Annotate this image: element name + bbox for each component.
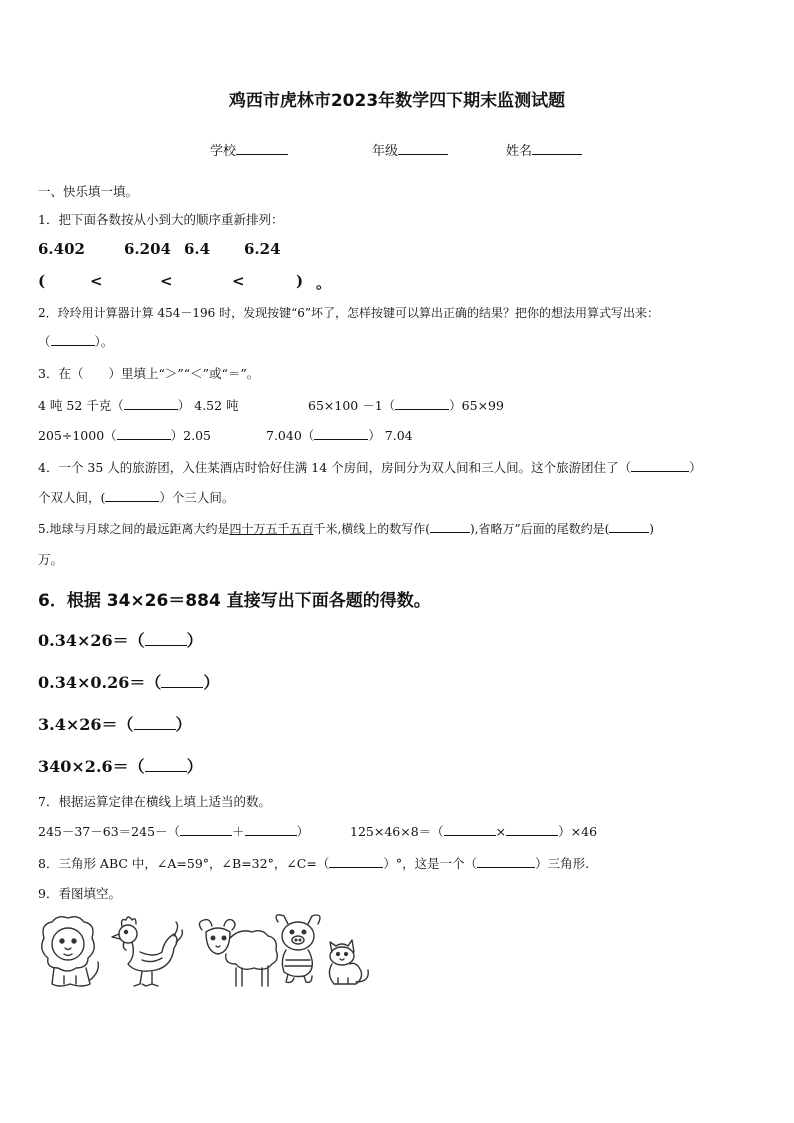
page-title: 鸡西市虎林市2023年数学四下期末监测试题 <box>228 91 566 111</box>
q6-close: ） <box>186 757 203 776</box>
q3a-blank[interactable] <box>124 397 178 410</box>
q4-blank-triple[interactable] <box>105 489 159 502</box>
q2-blank[interactable] <box>51 333 95 346</box>
q3a-left: 4 吨 52 千克（ <box>38 398 124 413</box>
q7b-times: × <box>495 824 507 839</box>
q1-less-than: < <box>232 272 245 290</box>
school-field <box>210 140 288 159</box>
name-field <box>506 140 582 159</box>
q7b-right: ）×46 <box>558 824 598 839</box>
q1-open-paren: ( <box>38 272 46 290</box>
lion-icon <box>42 917 99 986</box>
grade-field <box>372 140 448 159</box>
q3d-blank[interactable] <box>314 427 368 440</box>
q3d-right: ） 7.04 <box>368 428 413 443</box>
q5-blank-write[interactable] <box>430 520 470 533</box>
q2-open: （ <box>38 334 51 349</box>
animals-figure <box>36 912 376 992</box>
q6-close: ） <box>203 673 220 692</box>
q1-number: 6.204 <box>124 240 171 258</box>
pig-icon <box>276 915 320 983</box>
q7a-left: 245－37－63＝245－（ <box>38 824 181 839</box>
q6-item <box>38 712 192 735</box>
q3d-left: 7.040（ <box>266 428 315 443</box>
q7a-right: ） <box>296 824 310 839</box>
q2-text: 2．玲玲用计算器计算 454－196 时，发现按键“6”坏了，怎样按键可以算出正确的结果？把你的想法用算式写出来： <box>38 306 659 320</box>
q2-close: ）。 <box>94 334 114 349</box>
q6-blank[interactable] <box>134 717 176 730</box>
q6-close: ） <box>186 631 203 650</box>
q6-blank[interactable] <box>161 675 203 688</box>
q3c-blank[interactable] <box>117 427 171 440</box>
q3b-right: ）65×99 <box>449 398 504 413</box>
q7b-left: 125×46×8＝（ <box>350 824 444 839</box>
q7a-blank1[interactable] <box>180 823 232 836</box>
school-label: 学校 <box>210 144 237 159</box>
q1-period: 。 <box>316 274 332 292</box>
cat-icon <box>329 940 368 984</box>
q6-blank[interactable] <box>145 759 187 772</box>
q6-expression: 0.34×26＝（ <box>38 631 145 650</box>
q5-text-d: ) <box>649 522 654 536</box>
q5-line2: 万。 <box>38 552 64 567</box>
name-blank[interactable] <box>532 142 582 155</box>
q7b-blank2[interactable] <box>506 823 558 836</box>
q8-blank-angle[interactable] <box>329 855 383 868</box>
q6-text: 6．根据 34×26＝884 直接写出下面各题的得数。 <box>38 591 431 611</box>
q6-expression: 3.4×26＝（ <box>38 715 134 734</box>
q8-row <box>38 854 589 872</box>
q6-expression: 340×2.6＝（ <box>38 757 145 776</box>
q3c-right: ）2.05 <box>170 428 211 443</box>
q2-answer <box>38 332 113 350</box>
q3a-right: ） 4.52 吨 <box>177 398 239 413</box>
section-heading: 一、快乐填一填。 <box>38 184 139 199</box>
q8-text-c: ）三角形. <box>535 856 590 871</box>
q4-line1 <box>38 458 702 476</box>
q7a-plus: ＋ <box>232 824 245 839</box>
q8-text-b: ）°，这是一个（ <box>383 856 478 871</box>
q8-text-a: 8．三角形 ABC 中，∠A=59°，∠B=32°，∠C=（ <box>38 856 330 871</box>
q8-blank-type[interactable] <box>477 855 535 868</box>
q5-text-c: ),省略万”后面的尾数约是( <box>469 522 610 536</box>
grade-label: 年级 <box>372 144 399 159</box>
q5-underlined-number: 四十万五千五百 <box>229 522 314 536</box>
q4-close: ） <box>689 460 702 475</box>
name-label: 姓名 <box>506 144 533 159</box>
q5-text-a: 5.地球与月球之间的最远距离大约是 <box>38 522 230 536</box>
q7-text: 7．根据运算定律在横线上填上适当的数。 <box>38 794 271 809</box>
q5-blank-approx[interactable] <box>609 520 649 533</box>
q1-less-than: < <box>90 272 103 290</box>
q6-close: ） <box>175 715 192 734</box>
q1-text: 1．把下面各数按从小到大的顺序重新排列： <box>38 212 284 227</box>
q3b-blank[interactable] <box>395 397 449 410</box>
q6-item <box>38 670 219 693</box>
q7b-blank1[interactable] <box>444 823 496 836</box>
q4-blank-double[interactable] <box>631 459 689 472</box>
q4-text2: 个双人间，( <box>38 490 106 505</box>
q1-close-paren: ) <box>296 272 304 290</box>
q5-line1 <box>38 520 654 537</box>
q4-text3: ）个三人间。 <box>159 490 235 505</box>
q9-text: 9．看图填空。 <box>38 886 121 901</box>
q3b-left: 65×100 －1（ <box>308 398 396 413</box>
q1-number: 6.4 <box>184 240 211 258</box>
q6-item <box>38 628 203 651</box>
sheep-icon <box>199 920 277 986</box>
q4-text: 4．一个 35 人的旅游团，入住某酒店时恰好住满 14 个房间，房间分为双人间和三人间。这个旅游团住了（ <box>38 460 632 475</box>
q5-text-b: 千米,横线上的数写作( <box>313 522 430 536</box>
q4-line2 <box>38 488 234 506</box>
q1-less-than: < <box>160 272 173 290</box>
q1-number: 6.402 <box>38 240 85 258</box>
rooster-icon <box>112 917 182 986</box>
q7a-blank2[interactable] <box>245 823 297 836</box>
q3c-left: 205÷1000（ <box>38 428 117 443</box>
q6-blank[interactable] <box>145 633 187 646</box>
q1-number: 6.24 <box>244 240 281 258</box>
school-blank[interactable] <box>236 142 288 155</box>
q6-expression: 0.34×0.26＝（ <box>38 673 162 692</box>
q6-item <box>38 754 203 777</box>
grade-blank[interactable] <box>398 142 448 155</box>
q3-text: 3．在（ ）里填上“＞”“＜”或“＝”。 <box>38 366 260 381</box>
